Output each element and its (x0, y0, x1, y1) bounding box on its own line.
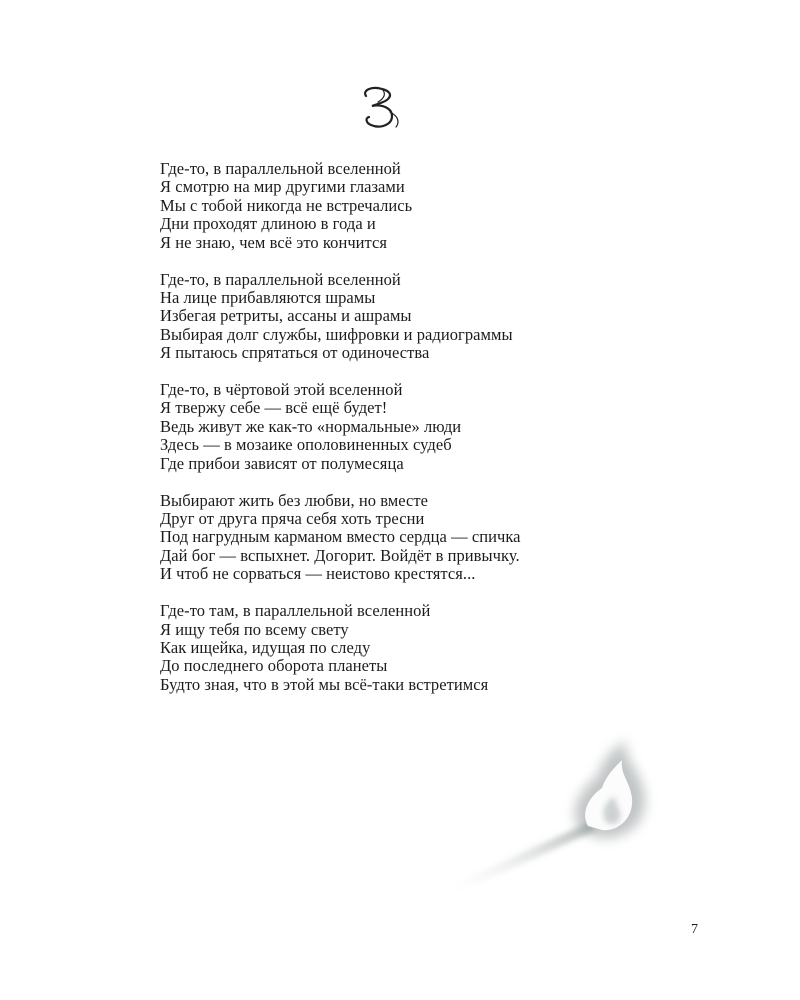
poem-line: До последнего оборота планеты (160, 656, 388, 676)
poem-line: Как ищейка, идущая по следу (160, 637, 371, 657)
poem-line: Где-то, в чёртовой этой вселенной (160, 380, 403, 400)
stanza (160, 602, 660, 694)
stanza (160, 271, 660, 363)
poem-line: Избегая ретриты, ассаны и ашрамы (160, 306, 412, 326)
poem-line: Здесь — в мозаике ополовиненных судеб (160, 435, 452, 455)
stanza (160, 381, 660, 473)
poem-line: Я не знаю, чем всё это кончится (160, 232, 388, 252)
poem-line: Я пытаюсь спрятаться от одиночества (160, 343, 430, 363)
poem-line: Ведь живут же как-то «нормальные» люди (160, 416, 462, 436)
poem-line: Где-то, в параллельной вселенной (160, 269, 401, 289)
poem-line: Дни проходят длиною в года и (160, 214, 376, 234)
flourish-letter-z-icon (352, 82, 408, 132)
poem-line: Под нагрудным карманом вместо сердца — спичка (160, 527, 521, 547)
poem-line: Я ищу тебя по всему свету (160, 619, 349, 639)
poem-line: Выбирают жить без любви, но вместе (160, 490, 429, 510)
poem-line: Где прибои зависят от полумесяца (160, 453, 404, 473)
burning-match-icon (430, 730, 670, 900)
poem-line: Друг от друга пряча себя хоть тресни (160, 509, 425, 528)
poem-line: Будто зная, что в этой мы всё-таки встретимся (160, 674, 489, 694)
poem-line: И чтоб не сорваться — неистово крестятся... (160, 564, 476, 584)
stanza (160, 160, 660, 252)
poem-line: Выбирая долг службы, шифровки и радиограммы (160, 324, 513, 344)
stanza (160, 492, 660, 584)
poem-line: На лице прибавляются шрамы (160, 287, 376, 307)
poem-line: Где-то там, в параллельной вселенной (160, 601, 431, 621)
poem-line: Я твержу себе — всё ещё будет! (160, 398, 388, 418)
poem-line: Мы с тобой никогда не встречались (160, 195, 413, 215)
poem-line: Я смотрю на мир другими глазами (160, 177, 405, 197)
page-number: 7 (691, 922, 698, 937)
poem-line: Дай бог — вспыхнет. Догорит. Войдёт в привычку. (160, 545, 520, 565)
poem-line: Где-то, в параллельной вселенной (160, 159, 401, 178)
poem (160, 160, 660, 713)
